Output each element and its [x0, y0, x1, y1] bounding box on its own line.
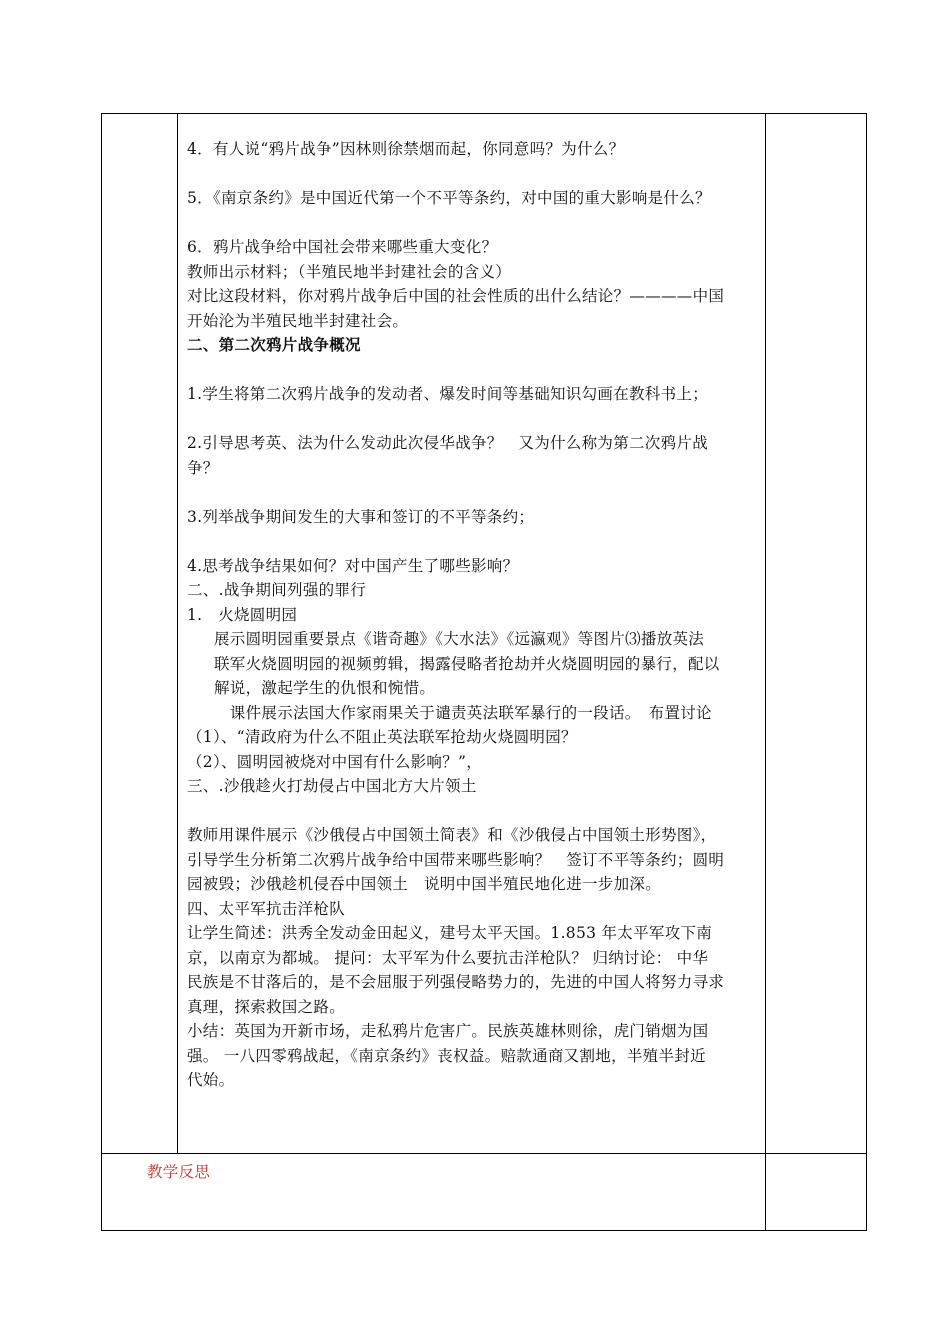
comparison-line-2: 开始沦为半殖民地半封建社会。 [187, 311, 409, 330]
table-row-divider [101, 1153, 867, 1154]
section-4-title: 四、太平军抗击洋枪队 [187, 899, 346, 918]
question-5: 5．《南京条约》是中国近代第一个不平等条约，对中国的重大影响是什么？ [187, 189, 711, 207]
section-2-item-3: 3.列举战争期间发生的大事和签订的不平等条约； [187, 507, 535, 526]
table-top-border [101, 113, 867, 114]
section-4-line-2: 京，以南京为都城。 提问：太平军为什么要抗击洋枪队？ 归纳讨论： 中华 [187, 948, 709, 967]
section-2-item-2-line-1: 2.引导思考英、法为什么发动此次侵华战争？ 又为什么称为第二次鸦片战 [187, 434, 708, 452]
crimes-title: 二、.战争期间列强的罪行 [187, 581, 367, 599]
summary-line-2: 强。 一八四零鸦战起，《南京条约》丧权益。赔款通商又割地，半殖半封近 [187, 1046, 706, 1065]
section-3-line-3: 园被毁；沙俄趁机侵吞中国领土 说明中国半殖民地化进一步加深。 [187, 875, 662, 893]
crimes-paragraph-1-line-2: 联军火烧圆明园的视频剪辑，揭露侵略者抢劫并火烧圆明园的暴行，配以 [214, 654, 720, 673]
section-2-item-2-line-2: 争？ [187, 458, 219, 477]
table-inner-left-divider [177, 113, 178, 1154]
question-4: 4．有人说“鸦片战争”因林则徐禁烟而起，你同意吗？为什么？ [187, 140, 625, 158]
teaching-reflection-label: 教学反思 [147, 1163, 211, 1181]
table-inner-right-divider [765, 113, 766, 1231]
section-3-title: 三、.沙俄趁火打劫侵占中国北方大片领土 [187, 777, 477, 795]
lesson-content [187, 137, 762, 1093]
table-bottom-border [101, 1230, 867, 1231]
discussion-question-1: （1）、“清政府为什么不阻止英法联军抢劫火烧圆明园？ [187, 728, 577, 746]
crimes-paragraph-1-line-1: 展示圆明园重要景点《谐奇趣》《大水法》《远瀛观》等图片⑶播放英法 [214, 630, 705, 648]
section-2-title: 二、第二次鸦片战争概况 [187, 335, 361, 354]
crimes-item-1: 1. 火烧圆明园 [187, 605, 298, 624]
section-4-line-4: 真理，探索救国之路。 [187, 997, 346, 1016]
question-6: 6．鸦片战争给中国社会带来哪些重大变化？ [187, 238, 498, 256]
section-2-item-1: 1.学生将第二次鸦片战争的发动者、爆发时间等基础知识勾画在教科书上； [187, 385, 708, 403]
table-left-border [101, 113, 102, 1231]
discussion-question-2: （2）、圆明园被烧对中国有什么影响？”， [187, 752, 483, 771]
table-right-border [866, 113, 867, 1231]
section-3-line-2: 引导学生分析第二次鸦片战争给中国带来哪些影响？ 签订不平等条约；圆明 [187, 850, 725, 869]
teacher-material: 教师出示材料；（半殖民地半封建社会的含义） [187, 262, 512, 281]
crimes-paragraph-2: 课件展示法国大作家雨果关于谴责英法联军暴行的一段话。 布置讨论 [214, 703, 712, 722]
summary-line-1: 小结：英国为开新市场，走私鸦片危害广。民族英雄林则徐，虎门销烟为国 [187, 1022, 709, 1040]
crimes-paragraph-1-line-3: 解说，激起学生的仇恨和惋惜。 [214, 679, 436, 697]
section-2-item-4: 4.思考战争结果如何？对中国产生了哪些影响？ [187, 556, 519, 575]
section-4-line-3: 民族是不甘落后的，是不会屈服于列强侵略势力的，先进的中国人将努力寻求 [187, 973, 725, 991]
summary-line-3: 代始。 [187, 1071, 235, 1089]
comparison-line-1: 对比这段材料，你对鸦片战争后中国的社会性质的出什么结论？————中国 [187, 287, 725, 305]
section-4-line-1: 让学生简述：洪秀全发动金田起义，建号太平天国。1.853 年太平军攻下南 [187, 924, 713, 942]
section-3-line-1: 教师用课件展示《沙俄侵占中国领土简表》和《沙俄侵占中国领土形势图》， [187, 826, 717, 844]
